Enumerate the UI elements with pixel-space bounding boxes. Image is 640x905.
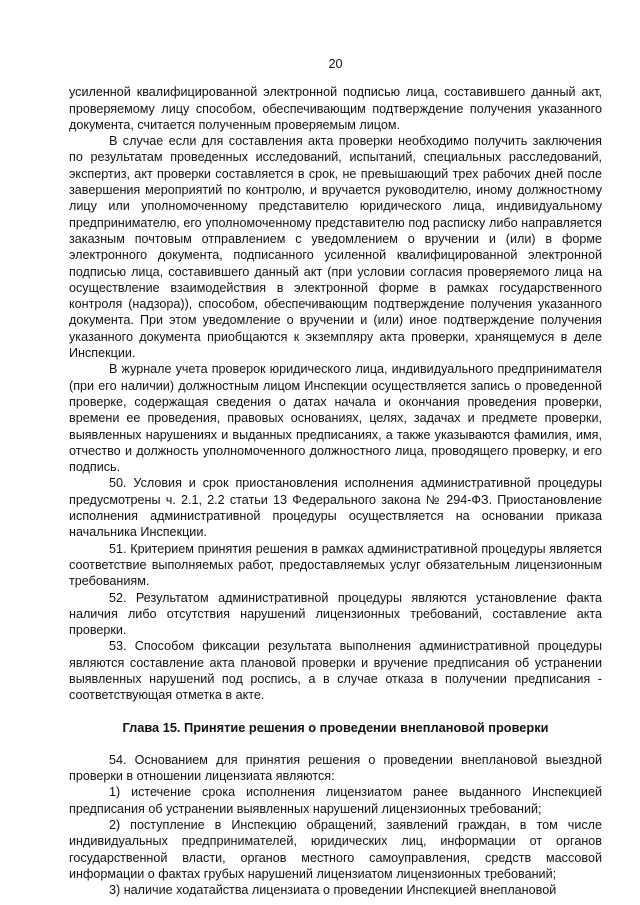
paragraph-item-53: 53. Способом фиксации результата выполнения административной процедуры являются составление акта плановой проверки и вручение предписания об устранении выявленных нарушений под роспись, а в случае отказа в получении предписания - соответствующая отметка в акте. bbox=[69, 639, 602, 703]
paragraph: усиленной квалифицированной электронной подписью лица, составившего данный акт, проверяемому лицу способом, обеспечивающим подтверждение получения указанного документа, считается полученным проверяемым лицом. bbox=[69, 85, 602, 132]
body-text-before bbox=[69, 84, 602, 703]
paragraph-item-52: 52. Результатом административной процедуры являются установление факта наличия либо отсутствия нарушений лицензионных требований, составление акта проверки. bbox=[69, 590, 602, 638]
body-text-after bbox=[69, 752, 602, 899]
paragraph-item-54: 54. Основанием для принятия решения о проведении внеплановой выездной проверки в отношении лицензиата являются: bbox=[69, 752, 602, 784]
list-item: 3) наличие ходатайства лицензиата о проведении Инспекцией внеплановой bbox=[109, 883, 557, 898]
paragraph-item-50: 50. Условия и срок приостановления исполнения административной процедуры предусмотрены ч. 2.1, 2.2 статьи 13 Федерального закона № 294-ФЗ. Приостановление исполнения административной процедуры осуществляется на основании приказа начальника Инспекции. bbox=[69, 476, 602, 540]
paragraph: В случае если для составления акта проверки необходимо получить заключения по результатам проведенных исследований, испытаний, специальных расследований, экспертиз, акт проверки составляется в срок, не превышающий трех рабочих дней после завершения мероприятий по контролю, и вручается руководителю, иному должностному лицу или уполномоченному представителю юридического лица, индивидуальному предпринимателю, его уполномоченному представителю под расписку либо направляется заказным почтовым отправлением с уведомлением о вручении и (или) в форме электронного документа, подписанного усиленной квалифицированной электронной подписью лица, составившего данный акт (при условии согласия проверяемого лица на осуществление взаимодействия в электронной форме в рамках государственного контроля (надзора)), способом, обеспечивающим подтверждение получения указанного документа. При этом уведомление о вручении и (или) иное подтверждение получения указанного документа приобщаются к экземпляру акта проверки, хранящемуся в деле Инспекции. bbox=[69, 134, 602, 361]
list-item: 2) поступление в Инспекцию обращений, заявлений граждан, в том числе индивидуальных предпринимателей, юридических лиц, информации от органов государственной власти, органов местного самоуправления, средств массовой информации о фактах грубых нарушений лицензиатом лицензионных требований; bbox=[69, 818, 602, 881]
paragraph: В журнале учета проверок юридического лица, индивидуального предпринимателя (при его наличии) должностным лицом Инспекции осуществляется запись о проведенной проверке, содержащая сведения о датах начала и окончания проведения проверки, времени ее проведения, правовых основаниях, целях, задачах и предмете проверки, выявленных нарушениях и выданных предписаниях, а также указываются фамилия, имя, отчество и должность уполномоченного должностного лица, проводящего проверку, и его подпись. bbox=[69, 362, 602, 475]
paragraph-item-51: 51. Критерием принятия решения в рамках административной процедуры является соответствие выполняемых работ, предоставляемых услуг обязательным лицензионным требованиям. bbox=[69, 541, 602, 589]
chapter-heading: Глава 15. Принятие решения о проведении внеплановой проверки bbox=[122, 719, 549, 735]
page-number: 20 bbox=[328, 57, 343, 71]
list-item: 1) истечение срока исполнения лицензиатом ранее выданного Инспекцией предписания об устранении выявленных нарушений лицензионных требований; bbox=[69, 785, 602, 816]
